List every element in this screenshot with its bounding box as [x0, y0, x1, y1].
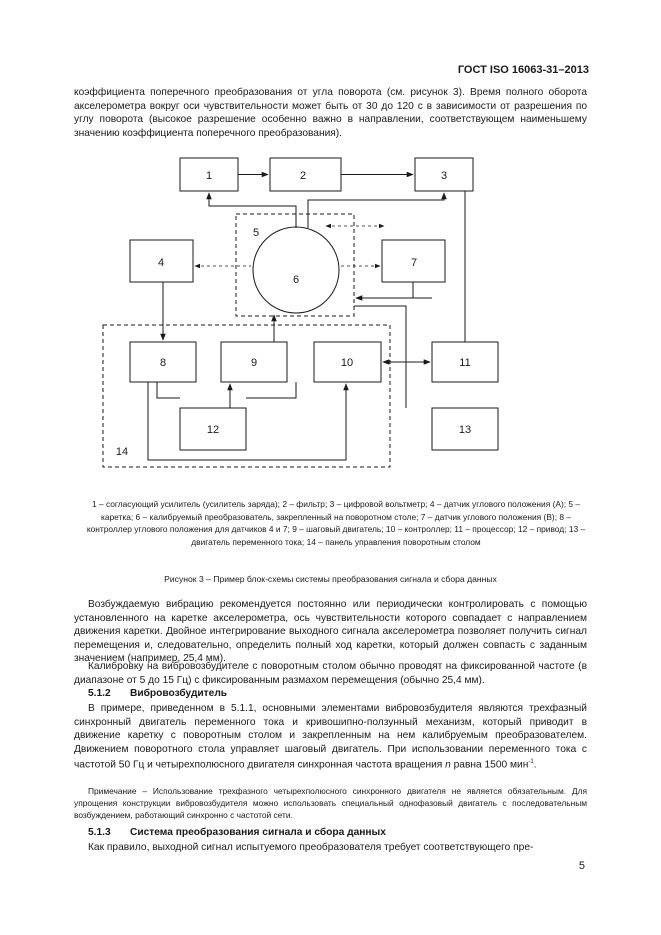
block-3-label: 3 — [440, 170, 448, 182]
block-10-label: 10 — [340, 357, 354, 369]
page-number: 5 — [578, 860, 585, 872]
block-7-label: 7 — [410, 257, 418, 269]
block-13-label: 13 — [458, 424, 472, 436]
note-label: Примечание — [88, 786, 137, 796]
figure-legend: 1 – согласующий усилитель (усилитель заряда); 2 – фильтр; 3 – цифровой вольтметр; 4 – датчик углового положения (А); 5 – каретка; 6 – калибруемый преобразователь, закрепленный на поворотном столе; 7 – датчик углового положения (B); 8 – контроллер углового положения для датчиков 4 и 7; 9 – шаговый двигатель; 10 – контроллер; 11 – процессор; 12 – привод; 13 – двигатель переменного тока; 14 – панель управления поворотным столом — [86, 499, 586, 547]
standard-header: ГОСТ ISO 16063-31–2013 — [457, 64, 589, 76]
block-1-label: 1 — [205, 170, 213, 182]
block-8-label: 8 — [159, 357, 167, 369]
figure-title: Рисунок 3 – Пример блок-схемы системы преобразования сигнала и сбора данных — [164, 574, 497, 584]
block-6-transducer — [253, 227, 339, 313]
block-12-label: 12 — [206, 424, 220, 436]
section-number: 5.1.3 — [88, 827, 111, 838]
calibration-paragraph: Калибровку на вибровозбудителе с поворотным столом обычно проводят на фиксированной частоте (в диапазоне от 5 до 15 Гц) с фиксированным размахом перемещения (обычно 25,4 мм). — [74, 661, 587, 686]
block-5-label: 5 — [252, 227, 260, 239]
block-2-label: 2 — [299, 170, 307, 182]
signal-paragraph: Как правило, выходной сигнал испытуемого преобразователя требует соответствующего пре- — [88, 842, 534, 853]
vibration-paragraph: Возбуждаемую вибрацию рекомендуется постоянно или периодически контролировать с помощью установленного на каретке акселерометра, ось чувствительности которого совпадает с направлением движения каретки. Двойное интегрирование выходного сигнала акселерометра позволяет получить сигнал перемещения и, следовательно, определить полный ход каретки, который должен совпасть с заданным значением (например, 25,4 мм). — [74, 599, 587, 665]
section-5-1-3-heading — [88, 827, 386, 838]
section-5-1-2-heading — [88, 688, 227, 699]
block-4-label: 4 — [157, 257, 165, 269]
block-14-label: 14 — [115, 446, 129, 458]
symbol-n: n — [445, 759, 451, 771]
section-title: Вибровозбудитель — [130, 688, 228, 699]
section-number: 5.1.2 — [88, 688, 111, 699]
block-6-label: 6 — [292, 274, 300, 286]
exciter-paragraph: В примере, приведенном в 5.1.1, основными элементами вибровозбудителя являются трехфазный синхронный двигатель переменного тока и кривошипно-ползунный механизм, который приводит в движение каретку с поворотным столом и закрепленным на нем калибруемым преобразователем. Движением поворотного стола управляет шаговый двигатель. При использовании переменного тока с частотой 50 Гц и четырехполюсного двигателя синхронная частота вращения n равна 1500 мин$^{-1}$. — [74, 703, 587, 771]
note: Примечание – Использование трехфазного четырехполюсного синхронного двигателя не является обязательным. Для упрощения конструкции вибровозбудителя можно использовать специальный однофазовый двигатель с последовательным возбуждением, работающий синхронно с частотой сети. — [74, 786, 588, 820]
block-11-label: 11 — [459, 357, 471, 369]
block-9-label: 9 — [250, 357, 258, 369]
intro-paragraph: коэффициента поперечного преобразования от угла поворота (см. рисунок 3). Время полного оборота акселерометра вокруг оси чувствительности может быть от 30 до 120 с в зависимости от разрешения по углу поворота (высокое разрешение особенно важно в направлении, соответствующем наименьшему значению коэффициента поперечного преобразования). — [74, 87, 587, 139]
section-title: Система преобразования сигнала и сбора данных — [130, 827, 386, 838]
